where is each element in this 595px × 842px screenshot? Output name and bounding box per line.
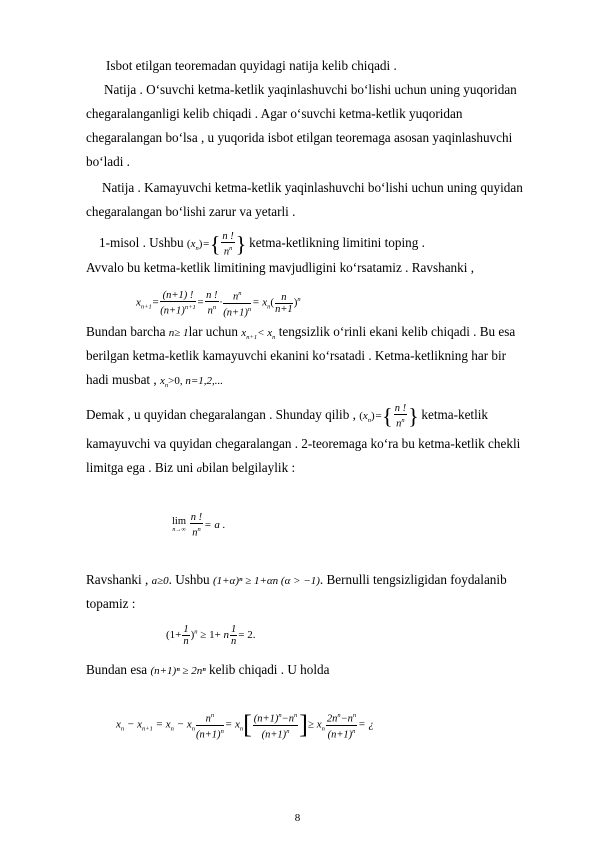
formula-sequence-xn-2: $(x_n)=${ $\frac{n !}{n^n}$ }	[359, 403, 419, 430]
paragraph-demak	[86, 403, 556, 430]
text-lar-uchun: lar uchun	[188, 324, 238, 339]
paragraph-bundan-barcha	[86, 324, 556, 346]
text-bundan-barcha: Bundan barcha	[86, 324, 166, 339]
formula-bernoulli: (1+α)ⁿ ≥ 1+αn (α > −1)	[212, 575, 320, 587]
example-1-line	[99, 231, 569, 258]
text-demak: Demak , u quyidan chegaralangan . Shunday qilib ,	[86, 406, 356, 422]
paragraph-1: Isbot etilgan teoremadan quyidagi natija kelib chiqadi .	[106, 58, 397, 73]
paragraph-ravshanki	[86, 572, 556, 589]
paragraph-avvalo: Avvalo bu ketma-ketlik limitining mavjudligini ko‘rsatamiz . Ravshanki ,	[86, 260, 474, 275]
formula-a-ge-0: a≥0	[151, 575, 169, 587]
formula-positive: $x_n>0$, n=1,2,...	[160, 375, 224, 390]
formula-a: a	[196, 463, 203, 475]
paragraph-natija-1-line-3: chegaralangan bo‘lsa , u yuqorida isbot etilgan teoremaga asosan yaqinlashuvchi	[86, 130, 513, 145]
formula-limit: lim n→∞ $\frac{n !}{n^n}$ = a .	[172, 512, 226, 539]
text-kelib-chiqadi: kelib chiqadi . U holda	[208, 662, 330, 677]
formula-sequence-xn: $(x_n)=${ $\frac{n !}{n^n}$ }	[186, 231, 247, 258]
text-limitga: limitga ega . Biz uni	[86, 460, 194, 475]
text-ravshanki: Ravshanki ,	[86, 572, 149, 587]
formula-bernoulli-applied: (1+ $\frac{1}{n}$ )$^n$ ≥ 1+ n $\frac{1}{n}$ = 2.	[166, 624, 256, 647]
paragraph-natija-2-line-2: chegaralangan bo‘lishi zarur va yetarli .	[86, 204, 296, 219]
page-number: 8	[294, 812, 301, 824]
formula-decreasing: $x_{n+1}< x_n$	[241, 327, 276, 342]
text-bernulli: . Bernulli tengsizligidan foydalanib	[319, 572, 507, 587]
formula-difference: $x_n - x_{n+1} = x_n - x_n$ $\frac{n^n}{(n+1)^n}$ = $x_n$[ $\frac{(n+1)^n-n^n}{(n+1)^n}$ ]≥ $x_n$ $\frac{2n^n-n^n}{(n+1)^n}$ = ¿	[116, 710, 374, 740]
formula-bundan: (n+1)ⁿ ≥ 2nⁿ	[150, 665, 206, 677]
text-ketma-ketlik: ketma-ketlik	[421, 406, 489, 422]
text-hadi-musbat: hadi musbat ,	[86, 372, 157, 387]
formula-ratio: $x_{n+1}=$ $\frac{(n+1) !}{(n+1)^{n+1}}$ = $\frac{n !}{n^n}$ · $\frac{n^n}{(n+1)^n}$ = $x_n$( $\frac{n}{n+1}$ )$^n$	[136, 289, 301, 318]
paragraph-hadi-musbat	[86, 372, 556, 394]
text-tengsizlik: tengsizlik o‘rinli ekani kelib chiqadi . Bu esa	[278, 324, 516, 339]
formula-n-ge-1: n≥ 1	[168, 327, 189, 339]
paragraph-natija-1-line-4: bo‘ladi .	[86, 154, 130, 169]
paragraph-natija-1-line-1: Natija . O‘suvchi ketma-ketlik yaqinlashuvchi bo‘lishi uchun uning yuqoridan	[104, 82, 517, 97]
paragraph-bundan-esa	[86, 662, 556, 679]
paragraph-berilgan: berilgan ketma-ketlik kamayuvchi ekanini ko‘rsatadi . Ketma-ketlikning har bir	[86, 348, 507, 363]
text-bundan-esa: Bundan esa	[86, 662, 148, 677]
text-ushbu: . Ushbu	[168, 572, 210, 587]
example-1-label: 1-misol . Ushbu	[99, 234, 184, 250]
paragraph-natija-2-line-1: Natija . Kamayuvchi ketma-ketlik yaqinlashuvchi bo‘lishi uchun uning quyidan	[102, 180, 523, 195]
example-1-rest: ketma-ketlikning limitini toping .	[249, 234, 425, 250]
paragraph-topamiz: topamiz :	[86, 596, 136, 611]
text-belgilaylik: bilan belgilaylik :	[202, 460, 296, 475]
paragraph-limitga	[86, 460, 556, 477]
paragraph-kamayuvchi: kamayuvchi va quyidan chegaralangan . 2-teoremaga ko‘ra bu ketma-ketlik chekli	[86, 436, 521, 451]
paragraph-natija-1-line-2: chegaralanganligi kelib chiqadi . Agar o‘suvchi ketma-ketlik yuqoridan	[86, 106, 463, 121]
